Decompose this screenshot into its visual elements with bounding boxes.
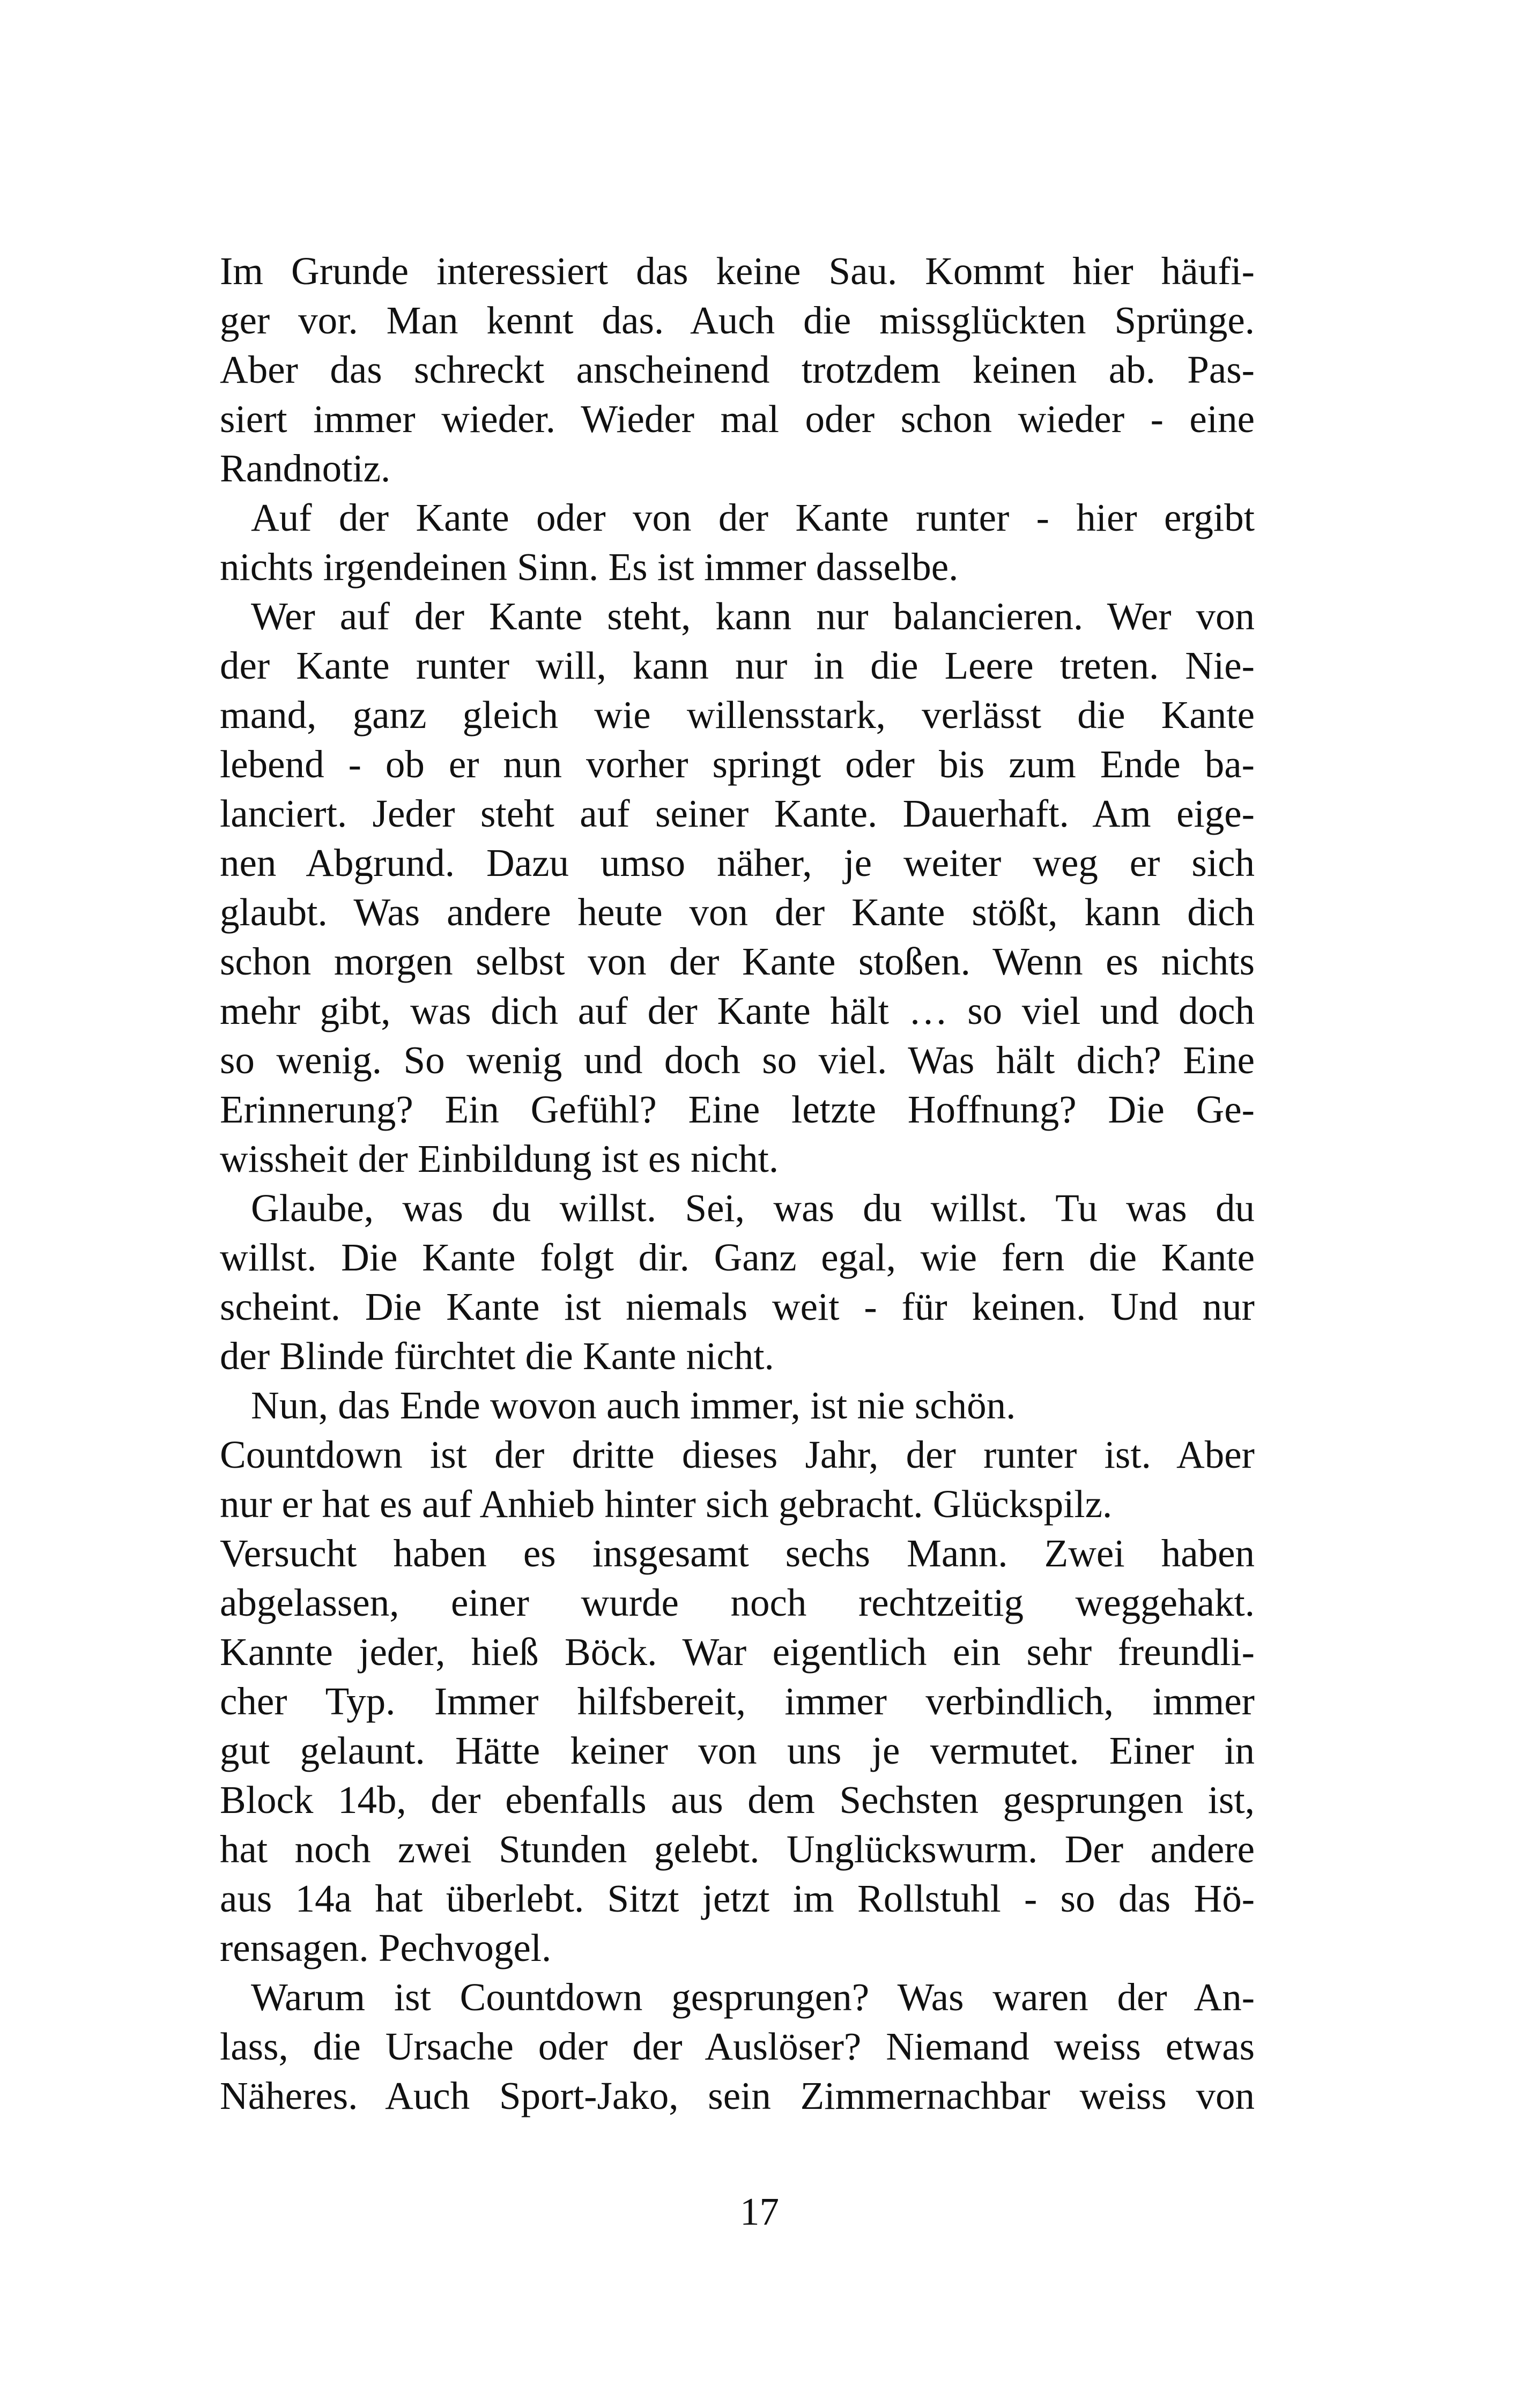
text-line: so wenig. So wenig und doch so viel. Was hält dich? Eine [220, 1038, 1255, 1082]
text-line: willst. Die Kante folgt dir. Ganz egal, wie fern die Kante [220, 1236, 1255, 1279]
text-line: lass, die Ursache oder der Auslöser? Niemand weiss etwas [220, 2025, 1255, 2068]
text-line: der Blinde fürchtet die Kante nicht. [220, 1334, 774, 1378]
text-line: glaubt. Was andere heute von der Kante stößt, kann dich [220, 890, 1255, 934]
body-text [220, 247, 1255, 2121]
text-line: Nun, das Ende wovon auch immer, ist nie schön. [251, 1384, 1016, 1427]
text-line: gut gelaunt. Hätte keiner von uns je vermutet. Einer in [220, 1729, 1255, 1772]
text-line: schon morgen selbst von der Kante stoßen. Wenn es nichts [220, 940, 1255, 983]
text-line: nen Abgrund. Dazu umso näher, je weiter weg er sich [220, 841, 1255, 885]
text-line: nichts irgendeinen Sinn. Es ist immer dasselbe. [220, 545, 959, 589]
text-line: cher Typ. Immer hilfsbereit, immer verbindlich, immer [220, 1679, 1255, 1723]
text-line: siert immer wieder. Wieder mal oder schon wieder - eine [220, 397, 1255, 441]
text-line: Warum ist Countdown gesprungen? Was waren der An- [251, 1975, 1255, 2019]
text-line: Im Grunde interessiert das keine Sau. Kommt hier häufi- [220, 249, 1255, 293]
text-line: mehr gibt, was dich auf der Kante hält … so viel und doch [220, 989, 1255, 1032]
text-line: wissheit der Einbildung ist es nicht. [220, 1137, 779, 1180]
text-line: Näheres. Auch Sport-Jako, sein Zimmernachbar weiss von [220, 2074, 1255, 2117]
text-line: ger vor. Man kennt das. Auch die missglückten Sprünge. [220, 299, 1255, 342]
text-line: rensagen. Pechvogel. [220, 1926, 552, 1969]
text-line: aus 14a hat überlebt. Sitzt jetzt im Rollstuhl - so das Hö- [220, 1877, 1255, 1920]
text-line: lanciert. Jeder steht auf seiner Kante. Dauerhaft. Am eige- [220, 792, 1255, 835]
text-line: Countdown ist der dritte dieses Jahr, der runter ist. Aber [220, 1433, 1255, 1476]
text-line: lebend - ob er nun vorher springt oder bis zum Ende ba- [220, 742, 1255, 786]
text-line: Aber das schreckt anscheinend trotzdem keinen ab. Pas- [220, 348, 1255, 391]
text-line: Glaube, was du willst. Sei, was du willst. Tu was du [251, 1186, 1255, 1230]
text-line: nur er hat es auf Anhieb hinter sich gebracht. Glückspilz. [220, 1482, 1113, 1526]
text-line: Kannte jeder, hieß Böck. War eigentlich ein sehr freundli- [220, 1630, 1255, 1674]
text-line: Versucht haben es insgesamt sechs Mann. Zwei haben [220, 1532, 1255, 1575]
text-line: Wer auf der Kante steht, kann nur balancieren. Wer von [251, 594, 1255, 638]
text-line: abgelassen, einer wurde noch rechtzeitig weggehakt. [220, 1581, 1255, 1624]
text-line: scheint. Die Kante ist niemals weit - für keinen. Und nur [220, 1285, 1255, 1328]
text-line: der Kante runter will, kann nur in die Leere treten. Nie- [220, 644, 1255, 687]
text-line: mand, ganz gleich wie willensstark, verlässt die Kante [220, 693, 1255, 737]
page-number: 17 [740, 2190, 779, 2233]
text-line: Erinnerung? Ein Gefühl? Eine letzte Hoffnung? Die Ge- [220, 1088, 1255, 1131]
text-line: Block 14b, der ebenfalls aus dem Sechsten gesprungen ist, [220, 1778, 1255, 1822]
text-line: hat noch zwei Stunden gelebt. Unglückswurm. Der andere [220, 1827, 1255, 1871]
text-line: Auf der Kante oder von der Kante runter - hier ergibt [251, 496, 1255, 539]
text-line: Randnotiz. [220, 447, 391, 490]
